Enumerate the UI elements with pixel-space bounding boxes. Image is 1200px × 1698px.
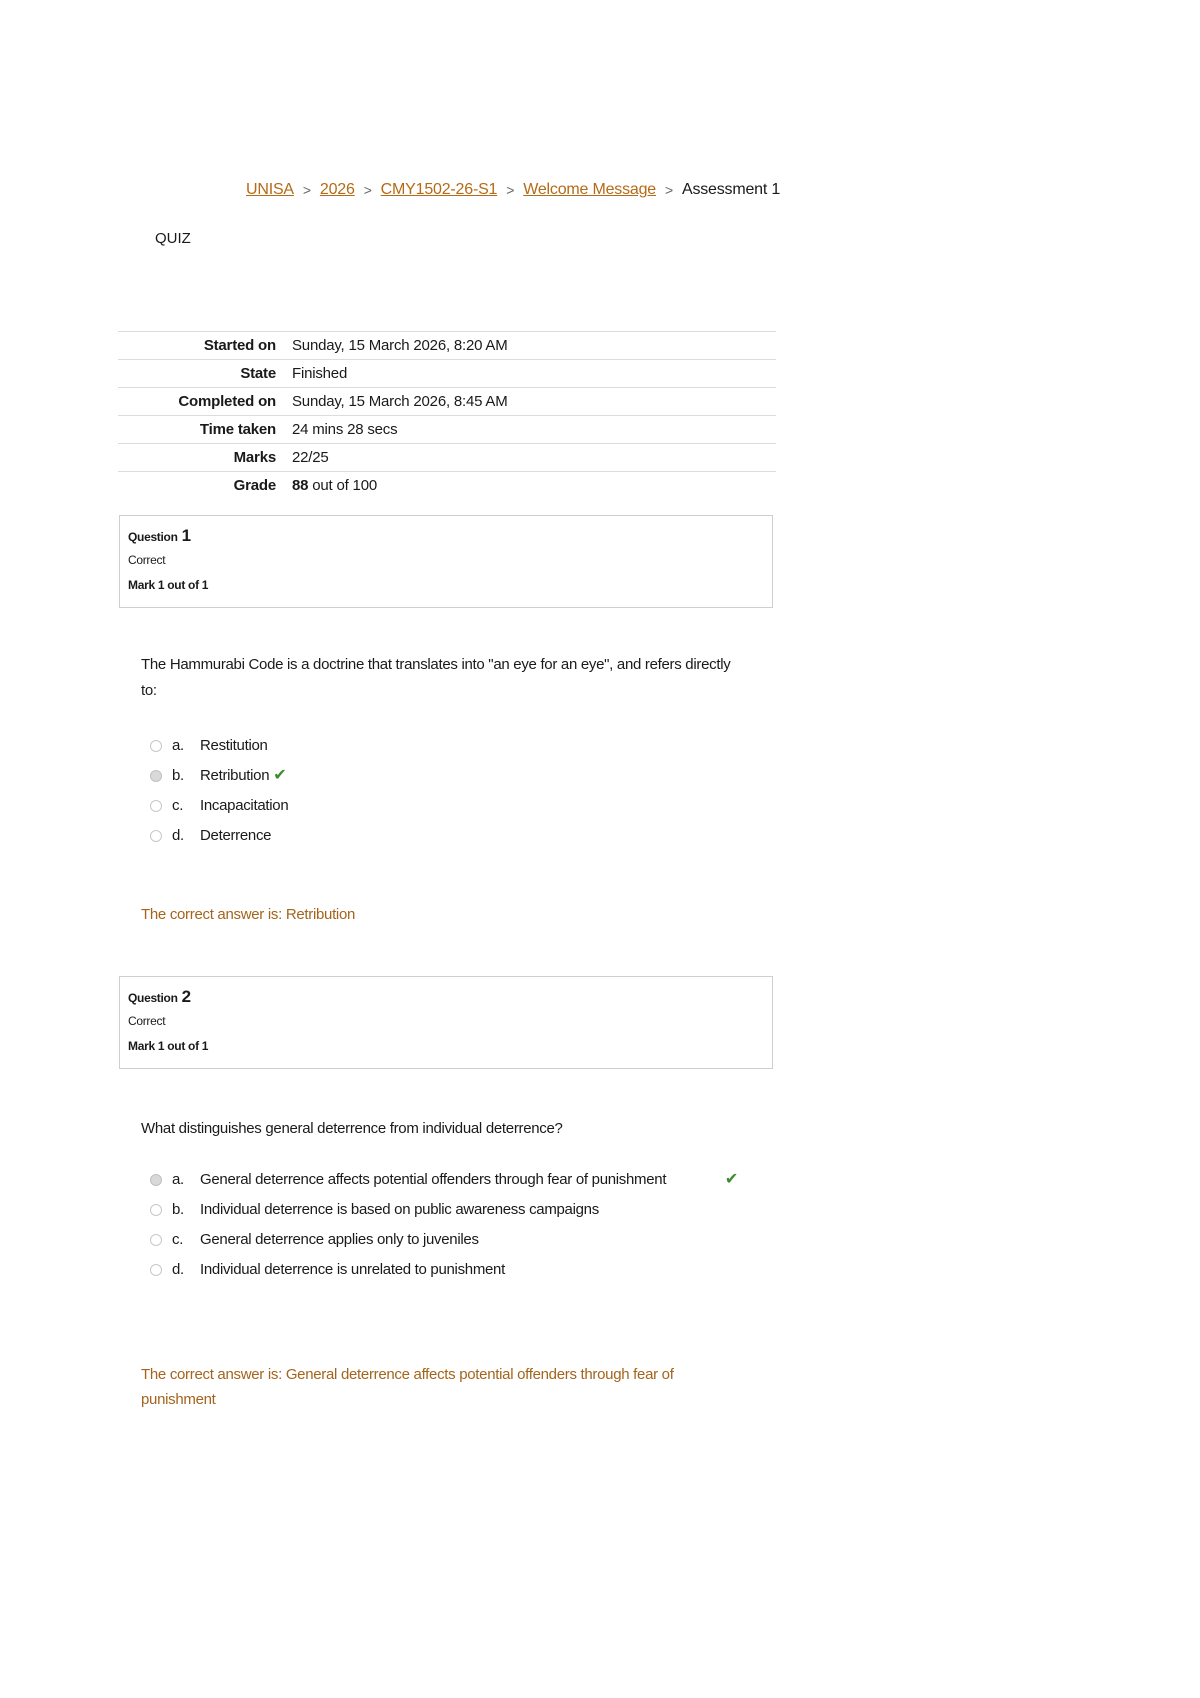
summary-row-marks [118, 444, 776, 472]
question-text-2: What distinguishes general deterrence from individual deterrence? [141, 1120, 563, 1137]
answer-option[interactable] [150, 764, 750, 788]
summary-row-started [118, 332, 776, 360]
question-number [128, 987, 764, 1007]
answer-text: Individual deterrence is unrelated to punishment [200, 1261, 505, 1278]
answer-text: General deterrence affects potential offenders through fear of punishment [200, 1171, 667, 1188]
chevron-right-icon: > [506, 182, 515, 198]
attempt-summary-table [118, 331, 776, 499]
quiz-label: QUIZ [155, 230, 191, 247]
answer-letter: b. [172, 1201, 184, 1218]
summary-value: Sunday, 15 March 2026, 8:45 AM [292, 393, 508, 410]
question-label: Question [128, 530, 178, 544]
answer-letter: a. [172, 1171, 184, 1188]
radio-button[interactable] [150, 1204, 162, 1216]
radio-button-selected[interactable] [150, 770, 162, 782]
check-icon: ✔ [273, 767, 287, 784]
answer-option[interactable] [150, 824, 750, 848]
answer-option[interactable] [150, 1198, 750, 1222]
answer-letter: d. [172, 827, 184, 844]
summary-label: State [240, 365, 276, 382]
answer-option[interactable] [150, 734, 750, 758]
breadcrumb [246, 181, 780, 199]
chevron-right-icon: > [302, 182, 311, 198]
answer-text: Individual deterrence is based on public awareness campaigns [200, 1201, 599, 1218]
summary-row-time-taken [118, 416, 776, 444]
question-label: Question [128, 991, 178, 1005]
answer-letter: c. [172, 1231, 184, 1248]
question-grade: Mark 1 out of 1 [128, 1039, 209, 1053]
question-text-1: The Hammurabi Code is a doctrine that translates into "an eye for an eye", and refers directly to: [141, 656, 731, 699]
radio-button[interactable] [150, 800, 162, 812]
summary-label: Grade [233, 477, 276, 494]
answer-option[interactable] [150, 1258, 750, 1282]
summary-value [288, 472, 776, 500]
summary-row-state [118, 360, 776, 388]
question-info-1 [119, 515, 773, 608]
answer-option[interactable] [150, 1228, 750, 1252]
answer-list-1 [150, 734, 750, 854]
question-info-2 [119, 976, 773, 1069]
answer-letter: d. [172, 1261, 184, 1278]
breadcrumb-link-unisa[interactable]: UNISA [246, 181, 294, 198]
summary-value: 24 mins 28 secs [292, 421, 398, 438]
summary-value: Sunday, 15 March 2026, 8:20 AM [292, 337, 508, 354]
feedback-correct-answer-1: The correct answer is: Retribution [141, 906, 356, 923]
question-number [128, 526, 764, 546]
check-icon: ✔ [724, 1171, 738, 1188]
answer-text: Incapacitation [200, 797, 289, 814]
answer-option[interactable] [150, 1168, 750, 1192]
summary-value: 22/25 [292, 449, 329, 466]
grade-score: 88 [292, 477, 309, 494]
answer-list-2 [150, 1168, 750, 1288]
answer-text: Retribution [200, 767, 270, 784]
summary-value: Finished [292, 365, 348, 382]
radio-button[interactable] [150, 1264, 162, 1276]
question-state: Correct [128, 553, 166, 567]
summary-label: Completed on [178, 393, 276, 410]
breadcrumb-current: Assessment 1 [681, 181, 781, 198]
radio-button-selected[interactable] [150, 1174, 162, 1186]
summary-label: Marks [233, 449, 276, 466]
question-state: Correct [128, 1014, 166, 1028]
answer-letter: c. [172, 797, 184, 814]
radio-button[interactable] [150, 1234, 162, 1246]
breadcrumb-link-course[interactable]: CMY1502-26-S1 [380, 181, 498, 198]
summary-label: Time taken [199, 421, 276, 438]
answer-letter: a. [172, 737, 184, 754]
chevron-right-icon: > [363, 182, 372, 198]
summary-row-completed [118, 388, 776, 416]
summary-row-grade [118, 472, 776, 500]
answer-letter: b. [172, 767, 184, 784]
radio-button[interactable] [150, 830, 162, 842]
grade-total: out of 100 [312, 477, 377, 494]
answer-text: General deterrence applies only to juveniles [200, 1231, 479, 1248]
answer-option[interactable] [150, 794, 750, 818]
question-number-value: 1 [181, 526, 191, 545]
answer-text: Restitution [200, 737, 268, 754]
breadcrumb-link-year[interactable]: 2026 [319, 181, 355, 198]
radio-button[interactable] [150, 740, 162, 752]
summary-label: Started on [203, 337, 276, 354]
feedback-correct-answer-2: The correct answer is: General deterrence affects potential offenders through fear of punishment [141, 1366, 674, 1408]
question-number-value: 2 [181, 987, 191, 1006]
answer-text: Deterrence [200, 827, 272, 844]
breadcrumb-link-welcome[interactable]: Welcome Message [523, 181, 656, 198]
question-grade: Mark 1 out of 1 [128, 578, 209, 592]
chevron-right-icon: > [665, 182, 673, 198]
